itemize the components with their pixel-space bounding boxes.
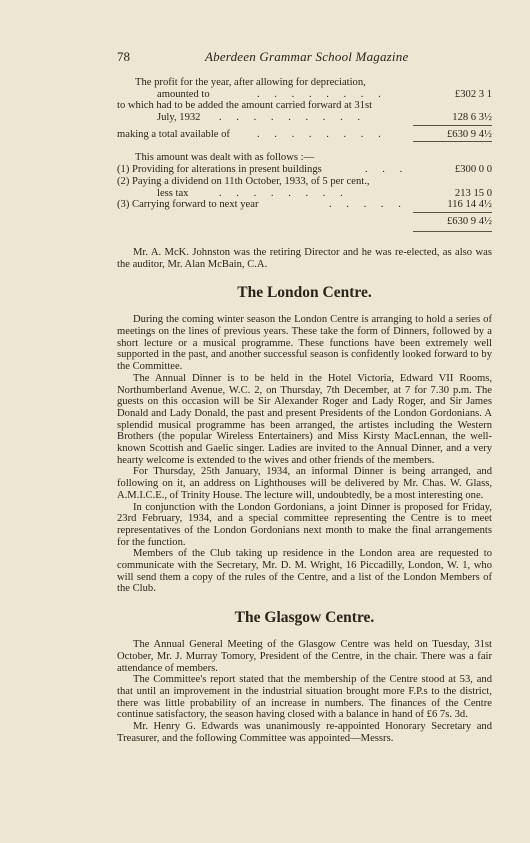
item-2-line bbox=[117, 176, 492, 188]
london-paragraph: During the coming winter season the London Centre is arranging to hold a series of meetings on the lines of previous years. These take the form of Dinners, followed by a short lecture or a musical programme. These functions have been extremely well supported in the past, and another successful season is confidently looked forward to by the Committee. bbox=[117, 314, 492, 373]
item-3-line bbox=[117, 199, 492, 211]
glasgow-centre-heading: The Glasgow Centre. bbox=[234, 609, 375, 627]
leader-dots: . . . . . . . . bbox=[257, 88, 387, 100]
amounted-value: £302 3 1 bbox=[454, 88, 492, 100]
page-header bbox=[117, 49, 492, 65]
london-paragraph: The Annual Dinner is to be held in the Hotel Victoria, Edward VII Rooms, Northumberland Avenue, W.C. 2, on Thursday, 7th December, at 7 for 7.30 p.m. The guests on this occasion will be Sir Alexander Roger and Lady Roger, and Sir James Donald and Lady Donald, the past and present Presidents of the London Gordonians. A splendid musical programme has been arranged, the artistes including the Western Brothers (the popular Wireless Entertainers) and Miss Kirsty MacLennan, the well-known Scottish and Gaelic singer. Ladies are invited to the Annual Dinner, and a very hearty welcome is extended to the wives and other friends of the members. bbox=[117, 372, 492, 466]
amounted-label: amounted to bbox=[157, 88, 210, 100]
item-2-sub-label: less tax bbox=[157, 187, 189, 199]
leader-dots: . . . . . . . . bbox=[219, 187, 349, 199]
page-number: 78 bbox=[117, 49, 130, 64]
item-2-sub-line bbox=[117, 188, 492, 200]
item-3-value: 116 14 4½ bbox=[447, 199, 492, 211]
glasgow-paragraph: Mr. Henry G. Edwards was unanimously re-appointed Honorary Secretary and Treasurer, and the following Committee was appointed—Messrs. bbox=[117, 721, 492, 744]
sum-rule bbox=[413, 125, 492, 126]
july-label: July, 1932 bbox=[157, 112, 201, 124]
item-1-value: £300 0 0 bbox=[454, 164, 492, 176]
london-paragraph: In conjunction with the London Gordonians, a joint Dinner is proposed for Friday, 23rd February, 1934, and a special committee representing the Centre is to meet representatives of the London Gordonians next month to make the final arrangements for the function. bbox=[117, 501, 492, 548]
july-line bbox=[117, 112, 492, 124]
london-paragraph: Members of the Club taking up residence in the London area are requested to communicate with the Secretary, Mr. D. M. Wright, 16 Piccadilly, London, W. 1, who will send them a copy of the rules of the Centre, and a list of the London Members of the Club. bbox=[117, 548, 492, 595]
item-1-line bbox=[117, 164, 492, 176]
leader-dots: . . . . . . . . bbox=[257, 128, 387, 140]
carried-forward-text: to which had to be added the amount carried forward at 31st bbox=[117, 100, 373, 112]
accounts-statement bbox=[117, 77, 492, 232]
dealt-line bbox=[117, 152, 492, 164]
grand-total-value: £630 9 4½ bbox=[446, 215, 492, 227]
item-1-label: (1) Providing for alterations in present buildings bbox=[117, 164, 322, 176]
london-centre-section bbox=[117, 314, 492, 595]
item-3-label: (3) Carrying forward to next year bbox=[117, 199, 259, 211]
glasgow-centre-section bbox=[117, 639, 492, 744]
sum-rule bbox=[413, 141, 492, 142]
london-paragraph: For Thursday, 25th January, 1934, an informal Dinner is being arranged, and following on it, an address on Lighthouses will be delivered by Mr. Chas. W. Glass, A.M.I.C.E., of Trinity House. The lecture will, undoubtedly, be a most interesting one. bbox=[117, 466, 492, 501]
glasgow-paragraph: The Committee's report stated that the membership of the Centre stood at 53, and that until an improvement in the industrial situation brought more F.P.s to the district, there was little probability of an increase in numbers. The finances of the Centre continue satisfactory, the season having closed with a balance in hand of £6 7s. 3d. bbox=[117, 674, 492, 721]
dealt-text: This amount was dealt with as follows :— bbox=[135, 152, 315, 164]
item-2-value: 213 15 0 bbox=[454, 187, 492, 199]
amounted-line bbox=[117, 89, 492, 101]
running-title: Aberdeen Grammar School Magazine bbox=[205, 49, 409, 64]
profit-intro-text: The profit for the year, after allowing for depreciation, bbox=[135, 77, 366, 88]
item-2-label: (2) Paying a dividend on 11th October, 1933, of 5 per cent., bbox=[117, 175, 370, 187]
leader-dots: . . . . . bbox=[329, 199, 407, 211]
glasgow-paragraph: The Annual General Meeting of the Glasgow Centre was held on Tuesday, 31st October, Mr. J. Murray Tomory, President of the Centre, in the chair. There was a fair attendance of members. bbox=[117, 639, 492, 674]
page-content bbox=[117, 77, 492, 744]
retiring-director-paragraph: Mr. A. McK. Johnston was the retiring Director and he was re-elected, as also was the auditor, Mr. Alan McBain, C.A. bbox=[117, 246, 492, 270]
sum-rule bbox=[413, 212, 492, 213]
grand-total-line bbox=[117, 216, 492, 229]
total-line bbox=[117, 129, 492, 141]
total-value: £630 9 4½ bbox=[446, 128, 492, 140]
sum-rule bbox=[413, 231, 492, 232]
july-value: 128 6 3½ bbox=[452, 112, 492, 124]
total-label: making a total available of bbox=[117, 128, 230, 140]
profit-intro-line bbox=[117, 77, 492, 89]
london-centre-heading: The London Centre. bbox=[237, 284, 372, 302]
leader-dots: . . . bbox=[365, 164, 409, 176]
carried-forward-line bbox=[117, 100, 492, 112]
leader-dots: . . . . . . . . . bbox=[219, 112, 367, 124]
